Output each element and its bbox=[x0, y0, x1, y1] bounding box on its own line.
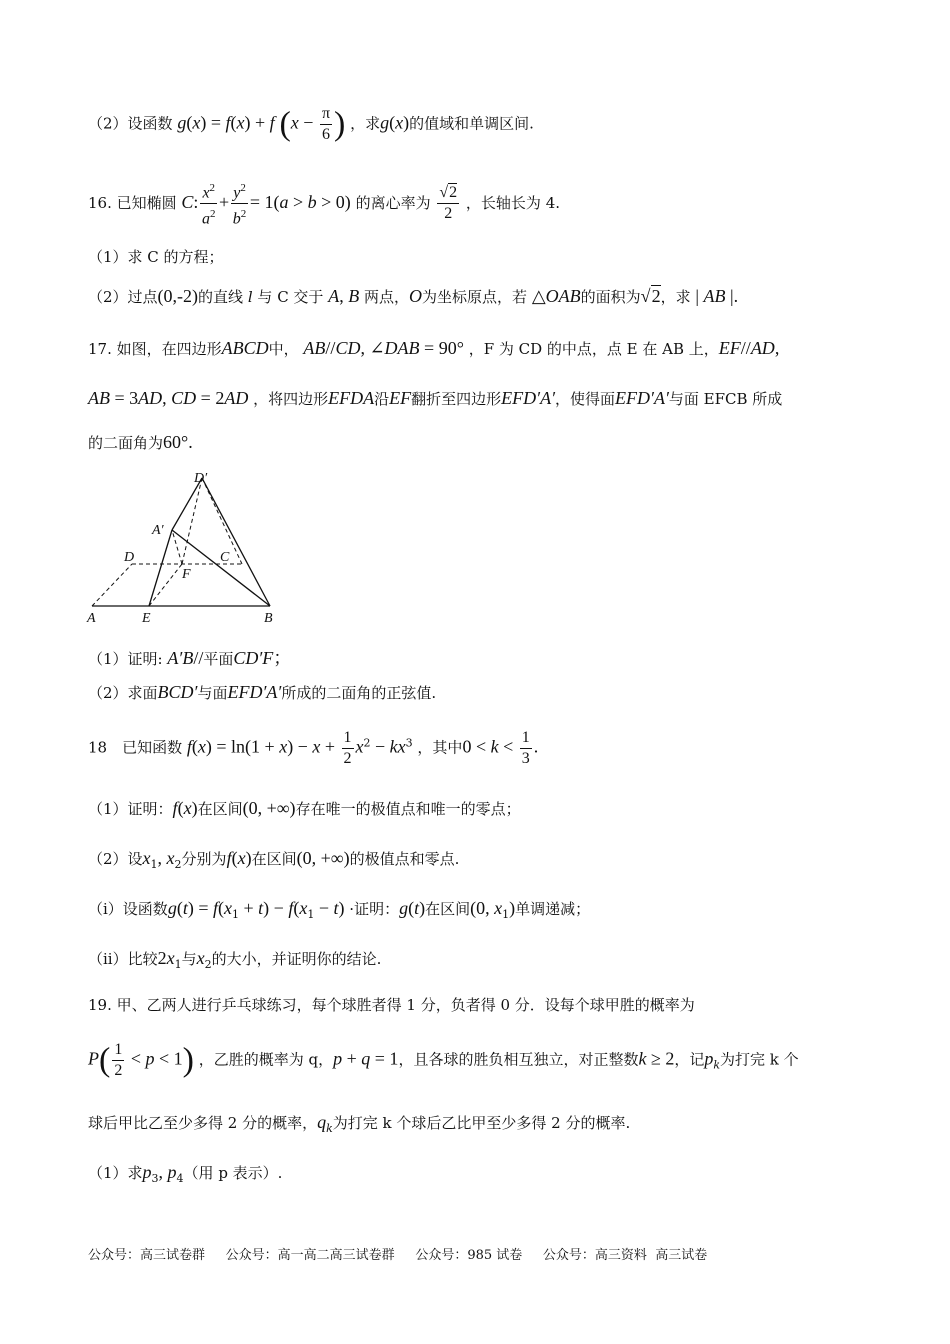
q16-stem: 16. 已知椭圆 C: $\frac{x^2}{a^2}$ + $\frac{y^2}{b^2}$ = 1(a > b > 0) 的离心率为 $\frac{√2}{2}$ ，长轴长为 4. bbox=[88, 178, 560, 230]
q19-line2: P( $\frac{1}{2}$ < p < 1) ，乙胜的概率为 q，p + q = 1，且各球的胜负相互独立，对正整数k ≥ 2，记$p_k$为打完 k 个 bbox=[88, 1041, 799, 1079]
q17-part1: （1）证明: A′B//平面CD′F； bbox=[88, 648, 292, 668]
q18-part2-i: （i）设函数$g(t) = f(x_1 + t) - f(x_1 - t)$ ·证明：g(t)在区间(0, $x_1$)单调递减； bbox=[88, 898, 591, 921]
q19-line1: 19. 甲、乙两人进行乒乓球练习，每个球胜者得 1 分，负者得 0 分．设每个球甲胜的概率为 bbox=[88, 996, 695, 1014]
q17-line2: AB = 3AD, CD = 2AD ，将四边形EFDA沿EF翻折至四边形EFD′A′，使得面EFD′A′与面 EFCB 所成 bbox=[88, 388, 783, 408]
fig-label-aprime: A′ bbox=[152, 523, 164, 538]
q17-line3: 的二面角为60°. bbox=[88, 432, 193, 452]
q18-stem: 18 已知函数 f(x) = ln(1 + x) − x + $\frac{1}{2}$ $x^2 - kx^3$ ，其中0 < k < $\frac{1}{3}$ . bbox=[88, 729, 539, 767]
q15-part2: （2）设函数 g(x) = f(x) + f (x − $\frac{\pi}{6}$ ) ，求g(x)的值域和单调区间. bbox=[88, 105, 534, 143]
fig-label-b: B bbox=[264, 611, 273, 626]
q18-part2-ii: （ii）比较$2x_1$与$x_2$的大小，并证明你的结论. bbox=[88, 948, 382, 971]
q17-figure bbox=[84, 466, 294, 626]
q19-line3: 球后甲比乙至少多得 2 分的概率，$q_k$为打完 k 个球后乙比甲至少多得 2 分的概率. bbox=[88, 1112, 631, 1135]
q16-part1: （1）求 C 的方程； bbox=[88, 248, 224, 266]
page-footer: 公众号：高三试卷群 公众号：高一高二高三试卷群 公众号：985 试卷 公众号：高三资料 高三试卷 bbox=[88, 1248, 708, 1263]
q19-part1: （1）求$p_3$, $p_4$（用 p 表示）. bbox=[88, 1162, 283, 1185]
fig-label-e: E bbox=[142, 611, 151, 626]
q17-part2: （2）求面BCD′与面EFD′A′所成的二面角的正弦值. bbox=[88, 682, 437, 702]
fig-label-f: F bbox=[182, 567, 191, 582]
q17-line1: 17. 如图，在四边形ABCD中， AB//CD, ∠DAB = 90° ，F 为 CD 的中点，点 E 在 AB 上，EF//AD, bbox=[88, 338, 780, 358]
fig-label-c: C bbox=[220, 550, 230, 565]
q18-part2: （2）设$x_1$, $x_2$分别为f(x)在区间(0, +∞)的极值点和零点. bbox=[88, 848, 460, 871]
q16-part2: （2）过点(0,-2)的直线 l 与 C 交于 A, B 两点，O为坐标原点，若 △OAB的面积为√2，求 | AB |. bbox=[88, 286, 739, 306]
fig-label-dprime: D′ bbox=[194, 471, 208, 486]
fig-label-a: A bbox=[87, 611, 96, 626]
q18-part1: （1）证明：f(x)在区间(0, +∞)存在唯一的极值点和唯一的零点； bbox=[88, 798, 521, 818]
fig-label-d: D bbox=[124, 550, 135, 565]
